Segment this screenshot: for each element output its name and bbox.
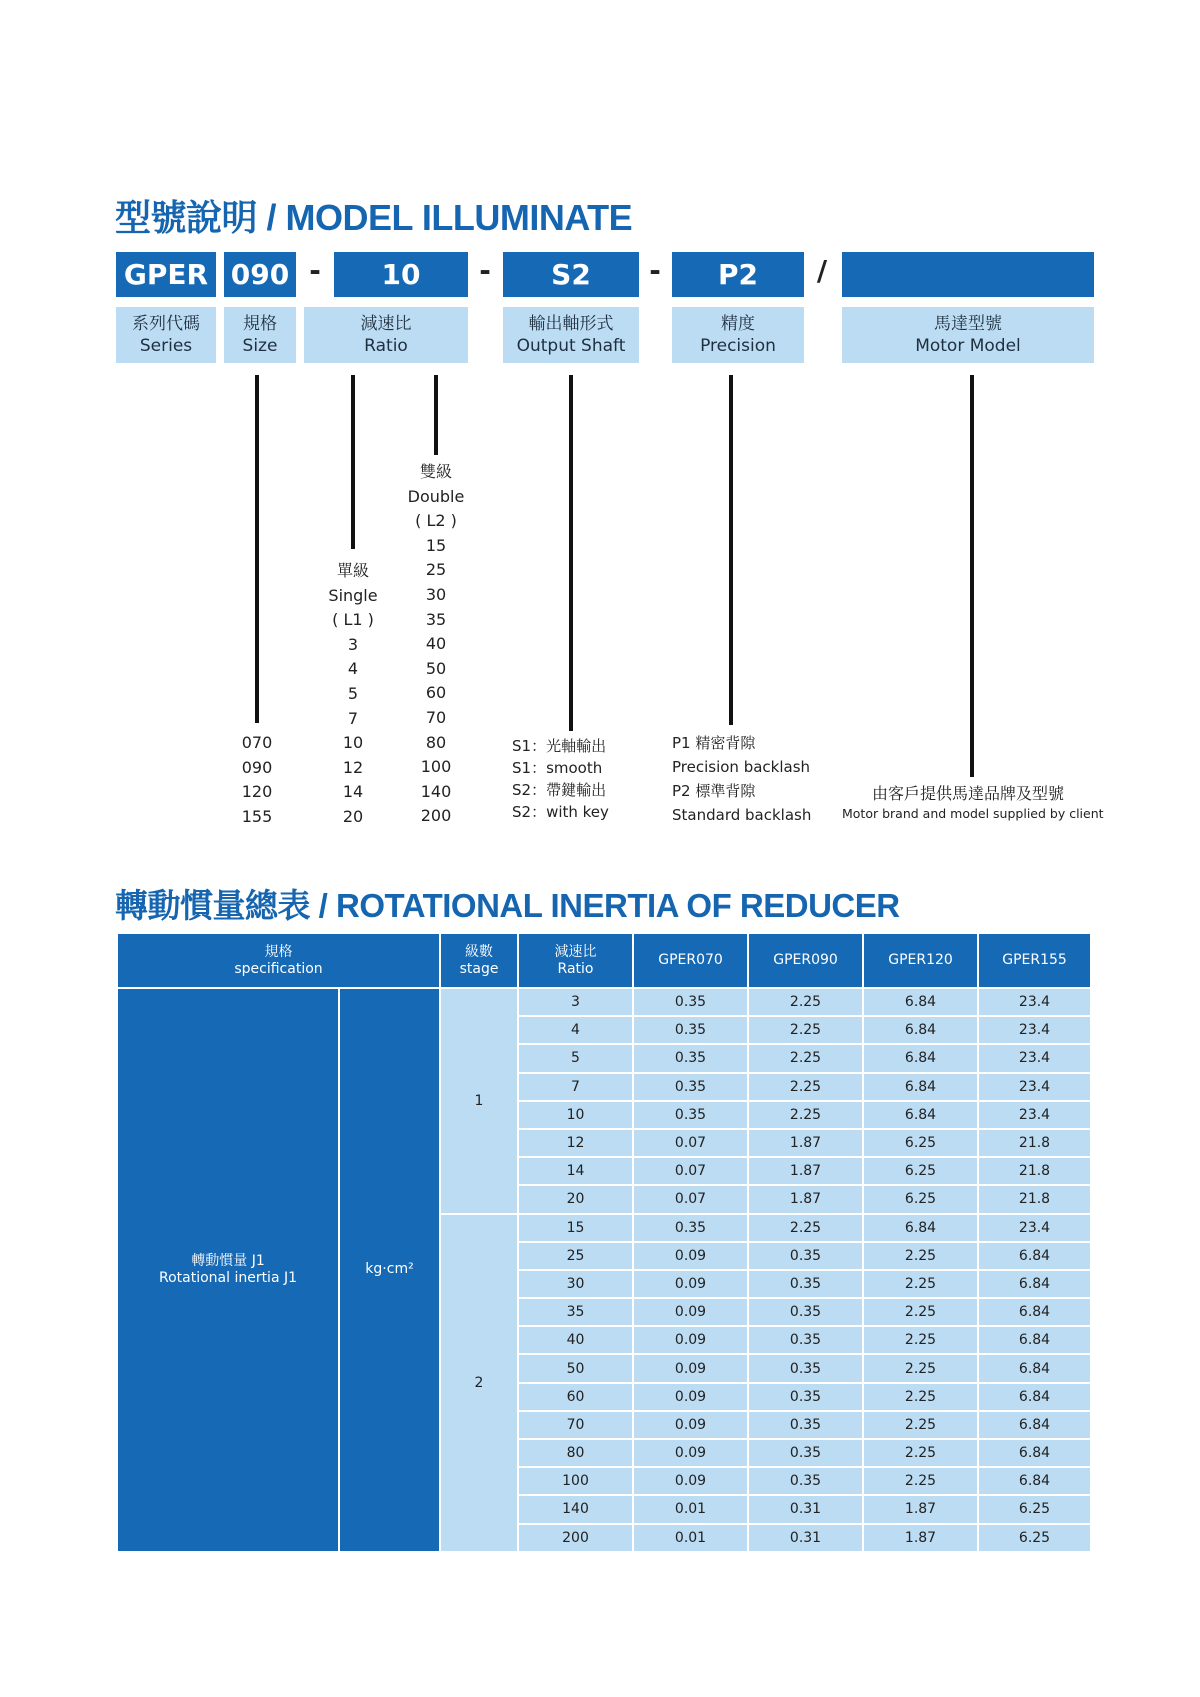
connector-line-precision bbox=[729, 375, 733, 725]
row-label-zh: 轉動慣量 J1 bbox=[191, 1252, 265, 1269]
desc-shaft-zh: 輸出軸形式 bbox=[528, 314, 614, 334]
desc-motor bbox=[842, 307, 1094, 363]
inertia-table bbox=[116, 932, 1092, 1553]
inertia-value-cell: 0.35 bbox=[633, 1044, 748, 1072]
unit-cell: kg·cm² bbox=[339, 988, 440, 1552]
single-stage-en: Single bbox=[328, 585, 378, 605]
double-stage-en: Double bbox=[407, 486, 465, 506]
code-ratio: 10 bbox=[334, 252, 468, 297]
inertia-value-cell: 1.87 bbox=[748, 1185, 863, 1213]
inertia-value-cell: 0.09 bbox=[633, 1270, 748, 1298]
precision-options bbox=[672, 731, 811, 827]
inertia-value-cell: 2.25 bbox=[748, 1073, 863, 1101]
inertia-value-cell: 6.84 bbox=[863, 1101, 978, 1129]
inertia-value-cell: 0.35 bbox=[748, 1298, 863, 1326]
inertia-value-cell: 0.35 bbox=[748, 1270, 863, 1298]
ratio-cell: 30 bbox=[518, 1270, 633, 1298]
list-item: 090 bbox=[241, 757, 273, 777]
single-stage-list bbox=[313, 559, 393, 830]
list-item: 10 bbox=[342, 733, 364, 753]
header-gper155: GPER155 bbox=[978, 933, 1091, 988]
inertia-value-cell: 0.35 bbox=[748, 1383, 863, 1411]
ratio-cell: 140 bbox=[518, 1495, 633, 1523]
list-item: 200 bbox=[420, 806, 452, 826]
inertia-value-cell: 6.25 bbox=[863, 1157, 978, 1185]
single-stage-zh: 單級 bbox=[336, 561, 369, 580]
code-series: GPER bbox=[116, 252, 216, 297]
inertia-value-cell: 0.31 bbox=[748, 1524, 863, 1552]
inertia-value-cell: 0.09 bbox=[633, 1439, 748, 1467]
list-item: P1 精密背隙 bbox=[672, 734, 756, 752]
inertia-value-cell: 0.09 bbox=[633, 1298, 748, 1326]
inertia-value-cell: 23.4 bbox=[978, 1214, 1091, 1242]
list-item: 14 bbox=[342, 782, 364, 802]
list-item: Standard backlash bbox=[672, 806, 812, 824]
inertia-value-cell: 23.4 bbox=[978, 1101, 1091, 1129]
desc-size-zh: 規格 bbox=[243, 314, 277, 334]
inertia-value-cell: 21.8 bbox=[978, 1185, 1091, 1213]
inertia-value-cell: 2.25 bbox=[863, 1439, 978, 1467]
inertia-value-cell: 0.07 bbox=[633, 1185, 748, 1213]
inertia-value-cell: 2.25 bbox=[863, 1467, 978, 1495]
inertia-value-cell: 2.25 bbox=[748, 1214, 863, 1242]
list-item: 15 bbox=[425, 535, 447, 555]
ratio-cell: 5 bbox=[518, 1044, 633, 1072]
header-gper090: GPER090 bbox=[748, 933, 863, 988]
inertia-value-cell: 6.84 bbox=[978, 1326, 1091, 1354]
desc-series-zh: 系列代碼 bbox=[132, 314, 200, 334]
ratio-cell: 4 bbox=[518, 1016, 633, 1044]
header-specification bbox=[117, 933, 440, 988]
connector-line-double bbox=[434, 375, 438, 455]
inertia-value-cell: 1.87 bbox=[863, 1495, 978, 1523]
connector-line-motor bbox=[970, 375, 974, 777]
inertia-value-cell: 2.25 bbox=[748, 988, 863, 1016]
inertia-value-cell: 6.25 bbox=[863, 1129, 978, 1157]
ratio-cell: 14 bbox=[518, 1157, 633, 1185]
inertia-value-cell: 0.35 bbox=[633, 988, 748, 1016]
inertia-value-cell: 0.09 bbox=[633, 1326, 748, 1354]
code-precision: P2 bbox=[672, 252, 804, 297]
inertia-value-cell: 2.25 bbox=[748, 1101, 863, 1129]
inertia-value-cell: 0.35 bbox=[748, 1354, 863, 1382]
ratio-cell: 25 bbox=[518, 1242, 633, 1270]
list-item: 25 bbox=[425, 560, 447, 580]
inertia-value-cell: 0.35 bbox=[748, 1242, 863, 1270]
desc-motor-en: Motor Model bbox=[915, 336, 1021, 356]
separator: - bbox=[649, 254, 661, 287]
table-header-row bbox=[117, 933, 1091, 988]
motor-note-en: Motor brand and model supplied by client bbox=[842, 806, 1104, 821]
list-item: 80 bbox=[425, 732, 447, 752]
inertia-value-cell: 1.87 bbox=[748, 1157, 863, 1185]
inertia-value-cell: 6.84 bbox=[863, 1044, 978, 1072]
header-spec-en: specification bbox=[234, 960, 323, 977]
inertia-value-cell: 0.01 bbox=[633, 1495, 748, 1523]
inertia-value-cell: 2.25 bbox=[863, 1411, 978, 1439]
ratio-cell: 3 bbox=[518, 988, 633, 1016]
list-item: 20 bbox=[342, 806, 364, 826]
inertia-value-cell: 6.84 bbox=[978, 1354, 1091, 1382]
list-item: 155 bbox=[241, 806, 273, 826]
table-row bbox=[117, 988, 1091, 1016]
list-item: 5 bbox=[347, 683, 359, 703]
stage-cell: 1 bbox=[440, 988, 518, 1214]
ratio-cell: 15 bbox=[518, 1214, 633, 1242]
inertia-value-cell: 6.84 bbox=[863, 988, 978, 1016]
ratio-cell: 40 bbox=[518, 1326, 633, 1354]
header-ratio bbox=[518, 933, 633, 988]
row-label-en: Rotational inertia J1 bbox=[158, 1269, 298, 1286]
inertia-value-cell: 0.35 bbox=[633, 1073, 748, 1101]
list-item: 120 bbox=[241, 782, 273, 802]
list-item: 50 bbox=[425, 658, 447, 678]
desc-shaft-en: Output Shaft bbox=[516, 336, 626, 356]
ratio-cell: 35 bbox=[518, 1298, 633, 1326]
inertia-value-cell: 0.35 bbox=[748, 1326, 863, 1354]
inertia-value-cell: 2.25 bbox=[863, 1298, 978, 1326]
header-stage bbox=[440, 933, 518, 988]
code-motor bbox=[842, 252, 1094, 297]
desc-precision-en: Precision bbox=[700, 336, 776, 356]
inertia-value-cell: 23.4 bbox=[978, 1073, 1091, 1101]
desc-series bbox=[116, 307, 216, 363]
desc-series-en: Series bbox=[139, 336, 193, 356]
list-item: 40 bbox=[425, 634, 447, 654]
desc-precision-zh: 精度 bbox=[721, 314, 755, 334]
desc-size bbox=[224, 307, 296, 363]
inertia-section-title: 轉動慣量總表 / ROTATIONAL INERTIA OF REDUCER bbox=[115, 887, 900, 924]
list-item: 60 bbox=[425, 683, 447, 703]
inertia-value-cell: 23.4 bbox=[978, 1044, 1091, 1072]
ratio-cell: 80 bbox=[518, 1439, 633, 1467]
ratio-cell: 12 bbox=[518, 1129, 633, 1157]
ratio-cell: 7 bbox=[518, 1073, 633, 1101]
inertia-value-cell: 23.4 bbox=[978, 988, 1091, 1016]
list-item: 140 bbox=[420, 781, 452, 801]
inertia-value-cell: 0.31 bbox=[748, 1495, 863, 1523]
inertia-value-cell: 1.87 bbox=[863, 1524, 978, 1552]
inertia-value-cell: 6.25 bbox=[978, 1495, 1091, 1523]
header-gper120: GPER120 bbox=[863, 933, 978, 988]
list-item: 30 bbox=[425, 584, 447, 604]
list-item: 4 bbox=[347, 659, 359, 679]
model-section-title: 型號說明 / MODEL ILLUMINATE bbox=[115, 197, 633, 238]
code-shaft: S2 bbox=[503, 252, 639, 297]
desc-motor-zh: 馬達型號 bbox=[934, 314, 1002, 334]
inertia-value-cell: 2.25 bbox=[863, 1270, 978, 1298]
shaft-options bbox=[512, 735, 609, 823]
inertia-value-cell: 0.35 bbox=[633, 1214, 748, 1242]
separator: - bbox=[479, 254, 491, 287]
inertia-value-cell: 0.09 bbox=[633, 1467, 748, 1495]
desc-size-en: Size bbox=[242, 336, 278, 356]
inertia-value-cell: 2.25 bbox=[863, 1242, 978, 1270]
ratio-cell: 200 bbox=[518, 1524, 633, 1552]
list-item: 100 bbox=[420, 757, 452, 777]
inertia-table-body bbox=[117, 988, 1091, 1552]
size-list bbox=[227, 731, 287, 829]
connector-line-single bbox=[351, 375, 355, 549]
inertia-value-cell: 6.84 bbox=[863, 1073, 978, 1101]
inertia-value-cell: 6.84 bbox=[978, 1439, 1091, 1467]
header-gper070: GPER070 bbox=[633, 933, 748, 988]
list-item: S2：帶鍵輸出 bbox=[512, 781, 607, 799]
list-item: 12 bbox=[342, 757, 364, 777]
inertia-value-cell: 21.8 bbox=[978, 1129, 1091, 1157]
list-item: 70 bbox=[425, 707, 447, 727]
row-label-rotational-inertia bbox=[117, 988, 339, 1552]
inertia-value-cell: 6.84 bbox=[978, 1270, 1091, 1298]
separator: / bbox=[816, 254, 828, 287]
inertia-value-cell: 2.25 bbox=[748, 1016, 863, 1044]
inertia-value-cell: 6.84 bbox=[978, 1242, 1091, 1270]
inertia-value-cell: 0.35 bbox=[748, 1439, 863, 1467]
connector-line-size bbox=[255, 375, 259, 723]
list-item: 070 bbox=[241, 733, 273, 752]
list-item: 3 bbox=[347, 634, 359, 654]
inertia-value-cell: 23.4 bbox=[978, 1016, 1091, 1044]
inertia-value-cell: 0.09 bbox=[633, 1354, 748, 1382]
double-stage-zh: 雙級 bbox=[419, 462, 452, 481]
separator: - bbox=[309, 254, 321, 287]
inertia-value-cell: 6.84 bbox=[978, 1383, 1091, 1411]
header-spec-zh: 規格 bbox=[264, 943, 293, 960]
list-item: 35 bbox=[425, 609, 447, 629]
list-item: 7 bbox=[347, 708, 359, 728]
inertia-value-cell: 0.01 bbox=[633, 1524, 748, 1552]
desc-ratio-zh: 減速比 bbox=[360, 314, 412, 334]
header-ratio-zh: 減速比 bbox=[554, 943, 597, 960]
inertia-value-cell: 6.84 bbox=[863, 1214, 978, 1242]
ratio-cell: 60 bbox=[518, 1383, 633, 1411]
inertia-value-cell: 0.35 bbox=[633, 1016, 748, 1044]
motor-note bbox=[842, 783, 1104, 823]
inertia-value-cell: 2.25 bbox=[748, 1044, 863, 1072]
list-item: P2 標準背隙 bbox=[672, 782, 756, 800]
code-size: 090 bbox=[224, 252, 296, 297]
single-stage-code: ( L1 ) bbox=[332, 610, 374, 630]
list-item: S1：光軸輸出 bbox=[512, 737, 607, 755]
ratio-cell: 100 bbox=[518, 1467, 633, 1495]
inertia-value-cell: 0.35 bbox=[633, 1101, 748, 1129]
header-stage-zh: 級數 bbox=[465, 943, 494, 960]
double-stage-code: ( L2 ) bbox=[415, 511, 457, 531]
inertia-value-cell: 6.84 bbox=[978, 1411, 1091, 1439]
inertia-value-cell: 6.25 bbox=[978, 1524, 1091, 1552]
list-item: S1：smooth bbox=[512, 759, 603, 777]
motor-note-zh: 由客戶提供馬達品牌及型號 bbox=[871, 784, 1064, 803]
ratio-cell: 20 bbox=[518, 1185, 633, 1213]
ratio-cell: 10 bbox=[518, 1101, 633, 1129]
header-ratio-en: Ratio bbox=[557, 960, 594, 977]
inertia-value-cell: 0.07 bbox=[633, 1129, 748, 1157]
ratio-cell: 50 bbox=[518, 1354, 633, 1382]
desc-shaft bbox=[503, 307, 639, 363]
list-item: S2：with key bbox=[512, 803, 609, 821]
inertia-value-cell: 0.09 bbox=[633, 1383, 748, 1411]
inertia-value-cell: 0.07 bbox=[633, 1157, 748, 1185]
inertia-value-cell: 6.84 bbox=[863, 1016, 978, 1044]
inertia-value-cell: 2.25 bbox=[863, 1383, 978, 1411]
header-stage-en: stage bbox=[459, 960, 499, 977]
desc-ratio bbox=[304, 307, 468, 363]
inertia-value-cell: 0.09 bbox=[633, 1242, 748, 1270]
double-stage-list bbox=[396, 460, 476, 829]
connector-line-shaft bbox=[569, 375, 573, 731]
inertia-value-cell: 6.84 bbox=[978, 1467, 1091, 1495]
inertia-value-cell: 1.87 bbox=[748, 1129, 863, 1157]
inertia-value-cell: 0.35 bbox=[748, 1467, 863, 1495]
list-item: Precision backlash bbox=[672, 758, 811, 776]
inertia-value-cell: 0.09 bbox=[633, 1411, 748, 1439]
inertia-value-cell: 6.25 bbox=[863, 1185, 978, 1213]
inertia-value-cell: 21.8 bbox=[978, 1157, 1091, 1185]
ratio-cell: 70 bbox=[518, 1411, 633, 1439]
stage-cell: 2 bbox=[440, 1214, 518, 1552]
desc-ratio-en: Ratio bbox=[364, 336, 408, 356]
desc-precision bbox=[672, 307, 804, 363]
inertia-value-cell: 2.25 bbox=[863, 1354, 978, 1382]
inertia-value-cell: 2.25 bbox=[863, 1326, 978, 1354]
inertia-value-cell: 0.35 bbox=[748, 1411, 863, 1439]
inertia-value-cell: 6.84 bbox=[978, 1298, 1091, 1326]
